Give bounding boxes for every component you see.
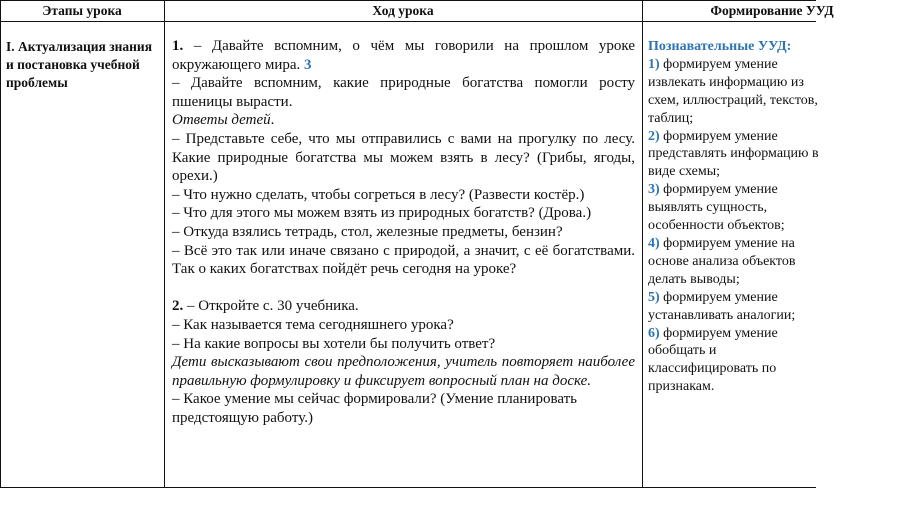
- table-bottom-border: [0, 487, 816, 488]
- uud-heading: Познавательные УУД:: [648, 39, 792, 54]
- uud-content: [648, 38, 823, 396]
- course-content: [172, 37, 635, 427]
- course-paragraph-8: – Всё это так или иначе связано с природой, а значит, с её богатствами. Так о каких богатствах пойдёт речь сегодня на уроке?: [172, 242, 635, 278]
- course-paragraph-11: – На какие вопросы вы хотели бы получить ответ?: [172, 335, 496, 352]
- uud-line: особенности объектов;: [648, 218, 785, 234]
- stage-title: I. Актуализация знания и постановка учебной проблемы: [6, 39, 153, 90]
- uud-line: устанавливать аналогии;: [648, 307, 796, 323]
- uud-line: классифицировать по: [648, 361, 777, 377]
- course-paragraph-13: – Какое умение мы сейчас формировали? (Умение планировать предстоящую работу.): [172, 391, 577, 426]
- uud-line: 4) формируем умение на: [648, 235, 795, 251]
- course-paragraph-2: – Давайте вспомним, какие природные богатства помогли росту пшеницы вырасти.: [172, 75, 635, 110]
- uud-line: признакам.: [648, 379, 715, 395]
- column-divider-2: [642, 0, 643, 488]
- uud-line: 2) формируем умение: [648, 128, 778, 144]
- uud-line: 3) формируем умение: [648, 182, 778, 198]
- table-top-border: [0, 0, 816, 1]
- uud-line: обобщать и: [648, 343, 717, 359]
- table-left-border: [0, 0, 1, 488]
- step-number: 2.: [172, 298, 184, 315]
- uud-line: 1) формируем умение: [648, 56, 778, 72]
- course-paragraph-1: 1. – Давайте вспомним, о чём мы говорили на прошлом уроке окружающего мира. 3: [172, 38, 635, 73]
- uud-line: схем, иллюстраций, текстов,: [648, 92, 818, 108]
- uud-line: выявлять сущность,: [648, 200, 768, 216]
- uud-line: основе анализа объектов: [648, 253, 796, 269]
- uud-line: виде схемы;: [648, 164, 720, 180]
- header-course: Ход урока: [372, 3, 434, 18]
- course-paragraph-6: – Что для этого мы можем взять из природных богатств? (Дрова.): [172, 205, 592, 222]
- course-paragraph-3: Ответы детей.: [172, 112, 275, 129]
- course-paragraph-4: – Представьте себе, что мы отправились с вами на прогулку по лесу. Какие природные богатства мы можем взять в лесу? (Грибы, ягоды, орехи.): [172, 130, 635, 185]
- uud-line: 6) формируем умение: [648, 325, 778, 341]
- slide-marker: 3: [304, 56, 312, 73]
- uud-line: делать выводы;: [648, 271, 740, 287]
- uud-line: 5) формируем умение: [648, 289, 778, 305]
- uud-line: извлекать информацию из: [648, 74, 804, 90]
- course-paragraph-10: – Как называется тема сегодняшнего урока?: [172, 316, 454, 333]
- course-paragraph-12: Дети высказывают свои предположения, учитель повторяет наиболее правильную формулировку и фиксирует вопросный план на доске.: [172, 354, 635, 389]
- step-number: 1.: [172, 38, 184, 54]
- course-paragraph-9: 2. – Откройте с. 30 учебника.: [172, 298, 359, 315]
- column-divider-1: [164, 0, 165, 488]
- course-paragraph-7: – Откуда взялись тетрадь, стол, железные предметы, бензин?: [172, 223, 563, 240]
- course-paragraph-5: – Что нужно сделать, чтобы согреться в лесу? (Развести костёр.): [172, 186, 585, 203]
- uud-line: таблиц;: [648, 110, 694, 126]
- header-stages: Этапы урока: [42, 3, 122, 18]
- header-uud: Формирование УУД: [710, 3, 834, 18]
- header-divider: [0, 21, 816, 22]
- uud-line: представлять информацию в: [648, 146, 819, 162]
